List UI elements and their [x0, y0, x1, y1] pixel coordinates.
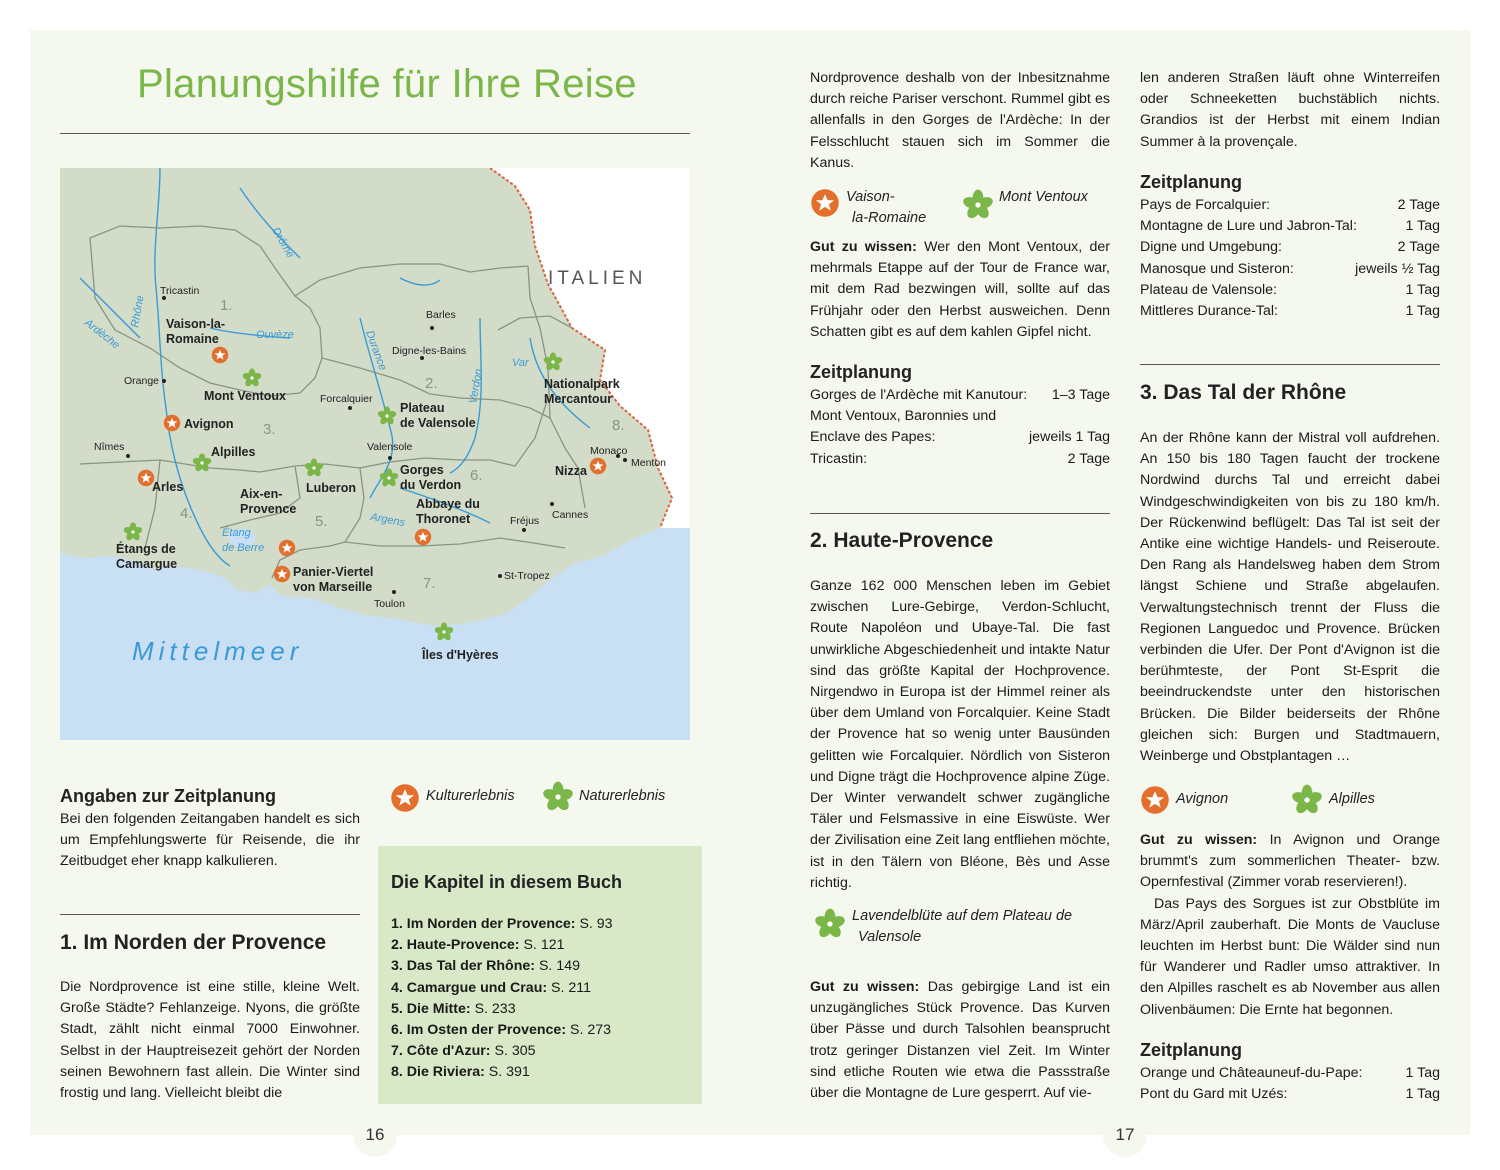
chapter-name: 5. Die Mitte: — [391, 1000, 471, 1017]
chapter-name: 8. Die Riviera: — [391, 1064, 485, 1081]
section1-heading: 1. Im Norden der Provence — [60, 931, 327, 954]
svg-text:Îles d'Hyères: Îles d'Hyères — [422, 648, 499, 662]
chapter-item — [391, 956, 691, 977]
title-rule — [60, 133, 690, 134]
svg-text:Orange: Orange — [124, 375, 160, 387]
svg-text:Drôme: Drôme — [269, 225, 297, 261]
svg-text:Fréjus: Fréjus — [510, 515, 540, 527]
nature-icon — [1291, 784, 1323, 816]
schedule-label: Pont du Gard mit Uzés: — [1140, 1086, 1288, 1103]
svg-text:Aix-en-Provence: Aix-en-Provence — [240, 487, 297, 516]
chapter-page: S. 305 — [490, 1043, 536, 1060]
schedule-row — [1140, 237, 1440, 258]
svg-text:Gorgesdu Verdon: Gorges du Verdon — [400, 463, 462, 492]
svg-text:Alpilles: Alpilles — [211, 445, 256, 459]
section2-heading: 2. Haute-Provence — [810, 529, 994, 552]
svg-text:8.: 8. — [612, 417, 625, 434]
schedule-label: Tricastin: — [810, 450, 868, 467]
chapter-item — [391, 999, 691, 1020]
svg-text:Étangs deCamargue: Étangs de Camargue — [116, 542, 178, 571]
svg-text:Nizza: Nizza — [555, 464, 587, 478]
chapters-box — [378, 846, 702, 1104]
svg-text:Argens: Argens — [369, 511, 406, 530]
chapter-item — [391, 1020, 691, 1041]
svg-text:Tricastin: Tricastin — [160, 285, 200, 297]
svg-text:Ardèche: Ardèche — [82, 316, 122, 352]
culture-icon — [1140, 785, 1170, 815]
chapter-name: 2. Haute-Provence: — [391, 937, 520, 954]
chapter-page: S. 391 — [484, 1064, 530, 1081]
map-sea-label: Mittelmeer — [132, 636, 304, 666]
schedule-label: Montagne de Lure und Jabron-Tal: — [1140, 218, 1357, 235]
section2-rule — [810, 513, 1110, 514]
svg-text:St-Tropez: St-Tropez — [504, 570, 550, 582]
schedule-value: 1 Tag — [1405, 1065, 1440, 1081]
chapter-item — [391, 978, 691, 999]
svg-text:Ouvèze: Ouvèze — [256, 329, 294, 341]
schedule-label: Mittleres Durance-Tal: — [1140, 303, 1278, 320]
svg-text:Var: Var — [512, 357, 529, 369]
svg-text:Mont Ventoux: Mont Ventoux — [204, 389, 286, 403]
schedule-row — [1140, 1084, 1440, 1105]
svg-text:Monaco: Monaco — [590, 445, 628, 457]
schedule-row — [1140, 1063, 1440, 1084]
svg-text:2.: 2. — [425, 375, 438, 392]
svg-text:Rhône: Rhône — [129, 294, 147, 329]
svg-text:NationalparkMercantour: Nationalpark Mercantour — [544, 377, 620, 406]
svg-text:Cannes: Cannes — [552, 509, 589, 521]
chapter-page: S. 211 — [547, 979, 591, 996]
schedule-row — [810, 427, 1110, 448]
svg-text:Avignon: Avignon — [184, 417, 234, 431]
culture-icon — [390, 783, 420, 813]
section3-gut-zu-wissen: Gut zu wissen: In Avignon und Orange brummt's zum sommerlichen Theater- bzw. Opernfestival (Zimmer vorab reservieren!). Das Pays des Sorgues ist zur Obstblüte im März/April zauberhaft. Die Monts de Vaucluse leuchten im Herbst bunt: Die Wälder sind nun für Wanderer und Radler umso attraktiver. In den Alpilles raschelt es ab November aus allen Olivenbäumen: Die Ernte hat begonnen. — [1140, 832, 1441, 1018]
highlight-ventoux: Mont Ventoux — [999, 189, 1088, 205]
svg-text:Nîmes: Nîmes — [94, 441, 125, 453]
svg-text:4.: 4. — [180, 505, 193, 522]
schedule-value: 2 Tage — [1397, 197, 1440, 213]
schedule-label: Pays de Forcalquier: — [1140, 197, 1271, 213]
page-title: Planungshilfe für Ihre Reise — [137, 62, 637, 106]
mid-text1: Nordprovence deshalb von der Inbesitznahme durch reiche Pariser verschont. Rummel gibt es allenfalls in den Gorges de l'Ardèche: In der Felsschlucht stauen sich im Sommer die Kanus. — [810, 70, 1110, 171]
angaben-text: Bei den folgenden Zeitangaben handelt es sich um Empfehlungswerte für Reisende, die ihr Zeitbudget eher knapp kalkulieren. — [60, 811, 360, 870]
mid-zeit-table — [810, 385, 1110, 470]
svg-text:Luberon: Luberon — [306, 481, 356, 495]
chapter-item — [391, 1062, 691, 1083]
chapter-name: 3. Das Tal der Rhône: — [391, 958, 536, 975]
svg-text:6.: 6. — [470, 467, 483, 484]
svg-text:Verdon: Verdon — [467, 367, 486, 405]
svg-text:Arles: Arles — [152, 480, 184, 494]
mid-zeit-heading: Zeitplanung — [810, 362, 912, 382]
provence-map — [60, 168, 690, 740]
svg-text:Étangde Berre: Étang de Berre — [222, 527, 265, 554]
chapter-item — [391, 914, 691, 935]
schedule-value: jeweils 1 Tag — [1029, 429, 1110, 446]
svg-text:Abbaye duThoronet: Abbaye du Thoronet — [416, 497, 480, 526]
section1-rule — [60, 914, 360, 915]
svg-text:Forcalquier: Forcalquier — [320, 393, 373, 405]
section2-text: Ganze 162 000 Menschen leben im Gebiet zwischen Lure-Gebirge, Verdon-Schlucht, Route Napoléon und Ubaye-Tal. Die fast unwirkliche Abgeschiedenheit und intakte Natur sind das größte Kapital der Hochprovence. Nirgendwo in Europa ist der Himmel reiner als über dem Umland von Forcalquier. Keine Stadt der Provence hat so wenig unter Bausünden gelitten wie Forcalquier. Nördlich von Sisteron und Digne trägt die Hochprovence alpine Züge. Der Winter verwandelt schwer zugängliche Täler und Felsmassive in eine Eiswüste. Wer der Zivilisation eine Zeit lang entfliehen möchte, ist in den Tälern von Bléone, Bès und Asse richtig. — [810, 578, 1110, 891]
schedule-row — [810, 406, 1110, 427]
schedule-label: Orange und Châteauneuf-du-Pape: — [1140, 1065, 1363, 1081]
nature-icon — [542, 781, 574, 813]
schedule-row — [1140, 259, 1440, 280]
chapter-page: S. 149 — [535, 958, 580, 975]
section3-text: An der Rhône kann der Mistral voll aufdrehen. An 150 bis 180 Tagen faucht der trockene Nordwind durchs Tal und erreicht dabei Windgeschwindigkeiten von bis zu 180 km/h. Der Rückenwind beflügelt: Das Tal ist seit der Antike eine wichtige Handels- und Reiseroute. Den Rang als Handelsweg haben dem Strom längst Schiene und Straße abgelaufen. Verwaltungstechnisch trennt der Fluss die Regionen Languedoc und Provence. Brücken verbinden die Ufer. Der Pont d'Avignon ist die berühmteste, der Pont St-Esprit die beeindruckendste unter den historischen Brücken. Die Bilder beiderseits der Rhône gleichen sich: Burgen und Stadtmauern, Weinberge und Obstplantagen … — [1140, 430, 1440, 765]
highlight-avignon: Avignon — [1176, 791, 1229, 807]
section3-zeit-heading: Zeitplanung — [1140, 1040, 1242, 1060]
chapters-list — [391, 914, 691, 1084]
schedule-value: jeweils ½ Tag — [1355, 260, 1440, 277]
section3-rule — [1140, 364, 1440, 365]
highlight-lavendel-line1: Lavendelblüte auf dem Plateau de — [852, 908, 1073, 924]
schedule-value: 1 Tag — [1405, 281, 1440, 298]
chapter-name: 6. Im Osten der Provence: — [391, 1022, 567, 1039]
svg-text:Durance: Durance — [363, 328, 389, 373]
schedule-row — [1140, 195, 1440, 216]
chapter-page: S. 121 — [519, 937, 565, 954]
right-zeit-heading: Zeitplanung — [1140, 172, 1242, 192]
highlight-vaison-line1: Vaison- — [846, 189, 895, 205]
svg-text:Menton: Menton — [631, 457, 667, 469]
culture-icon — [810, 188, 840, 218]
page-number-left: 16 — [353, 1113, 397, 1157]
svg-text:Barles: Barles — [426, 309, 456, 321]
section3-zeit-table — [1140, 1063, 1440, 1105]
chapter-page: S. 233 — [470, 1000, 516, 1017]
schedule-label: Enclave des Papes: — [810, 429, 936, 446]
svg-text:Plateaude Valensole: Plateau de Valensole — [400, 401, 476, 430]
highlight-vaison-line2: la-Romaine — [852, 210, 927, 226]
svg-text:5.: 5. — [315, 513, 328, 530]
section3-heading: 3. Das Tal der Rhône — [1140, 381, 1347, 404]
schedule-label: Digne und Umgebung: — [1140, 239, 1282, 256]
svg-text:Valensole: Valensole — [367, 441, 413, 453]
right-zeit-table — [1140, 195, 1440, 322]
schedule-value: 1–3 Tage — [1051, 387, 1110, 403]
schedule-value: 2 Tage — [1397, 239, 1440, 256]
page-number-right: 17 — [1103, 1113, 1147, 1157]
schedule-label: Mont Ventoux, Baronnies und — [810, 408, 997, 425]
svg-text:7.: 7. — [423, 575, 436, 592]
schedule-row — [1140, 216, 1440, 237]
chapter-page: S. 273 — [566, 1022, 612, 1039]
svg-text:Digne-les-Bains: Digne-les-Bains — [392, 345, 467, 357]
section2-gut-zu-wissen: Gut zu wissen: Das gebirgige Land ist ein unzugängliches Stück Provence. Das Kurven über Pässe und durch Talsohlen beansprucht trotz geringer Distanzen viel Zeit. Im Winter sind etliche Routen wie etwa die Passstraße über die Montagne de Lure gesperrt. Auf vie- — [810, 979, 1111, 1102]
legend-culture-label: Kulturerlebnis — [426, 788, 515, 804]
right-text1: len anderen Straßen läuft ohne Winterreifen oder Schneeketten buchstäblich nichts. Grandios ist der Herbst mit einem Indian Summer à la provençale. — [1140, 70, 1440, 150]
schedule-label: Plateau de Valensole: — [1140, 281, 1277, 298]
chapter-item — [391, 1041, 691, 1062]
highlight-lavendel-line2: Valensole — [858, 929, 922, 945]
chapter-name: 1. Im Norden der Provence: — [391, 916, 576, 932]
angaben-heading: Angaben zur Zeitplanung — [60, 786, 276, 806]
chapter-item — [391, 935, 691, 956]
svg-text:Panier-Viertelvon Marseille: Panier-Viertel von Marseille — [293, 565, 374, 594]
chapter-page: S. 93 — [575, 916, 613, 932]
chapter-name: 7. Côte d'Azur: — [391, 1043, 491, 1060]
nature-icon — [962, 189, 994, 221]
schedule-row — [810, 449, 1110, 470]
svg-text:Toulon: Toulon — [374, 598, 405, 610]
schedule-row — [1140, 301, 1440, 322]
nature-icon — [814, 908, 846, 940]
map-country-label: ITALIEN — [548, 268, 647, 289]
chapters-heading: Die Kapitel in diesem Buch — [391, 872, 623, 892]
schedule-label: Manosque und Sisteron: — [1140, 260, 1294, 277]
schedule-value: 1 Tag — [1405, 1086, 1440, 1103]
highlight-alpilles: Alpilles — [1329, 791, 1375, 807]
schedule-label: Gorges de l'Ardèche mit Kanutour: — [810, 387, 1028, 403]
schedule-value: 1 Tag — [1405, 218, 1440, 235]
section1-text: Die Nordprovence ist eine stille, kleine Welt. Große Städte? Fehlanzeige. Nyons, die größte Stadt, zählt nicht einmal 7000 Einwohner. Selbst in der Hauptreisezeit gehört der Norden seinen Bewohnern fast allein. Die Winter sind frostig und lang. Vielleicht bleibt die — [60, 979, 360, 1102]
schedule-value: 2 Tage — [1067, 450, 1110, 467]
legend-nature-label: Naturerlebnis — [579, 788, 666, 804]
svg-text:1.: 1. — [220, 297, 233, 314]
schedule-row — [810, 385, 1110, 406]
schedule-row — [1140, 280, 1440, 301]
svg-text:Vaison-la-Romaine: Vaison-la-Romaine — [166, 317, 226, 346]
chapter-name: 4. Camargue und Crau: — [391, 979, 548, 996]
svg-text:3.: 3. — [263, 421, 276, 438]
mid-gut-zu-wissen: Gut zu wissen: Wer den Mont Ventoux, der mehrmals Etappe auf der Tour de France war, mit dem Rad bezwingen will, sollte auf das Frühjahr oder den Herbst ausweichen. Denn Schatten gibt es auf dem kahlen Gipfel nicht. — [810, 239, 1110, 340]
schedule-value: 1 Tag — [1405, 303, 1440, 320]
